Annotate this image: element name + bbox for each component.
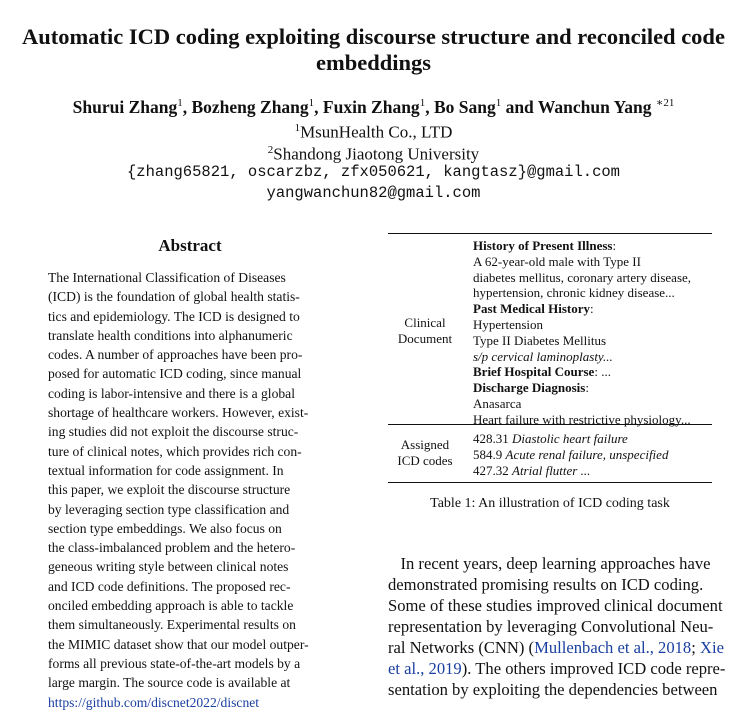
- intro-line: sentation by exploiting the dependencies between: [388, 680, 718, 699]
- abstract-line: geneous writing style between clinical notes: [48, 559, 289, 575]
- abstract-line: large margin. The source code is available at: [48, 675, 291, 691]
- icd-code-desc: Atrial flutter ...: [512, 462, 591, 478]
- pmh-line: Hypertension: [473, 316, 544, 332]
- dd-title: Discharge Diagnosis: [473, 380, 586, 396]
- affiliation-2-name: Shandong Jiaotong University: [273, 144, 480, 164]
- affiliation-1-sup: 1: [294, 122, 301, 134]
- table-mid-rule: [388, 424, 712, 425]
- icd-code-row: [473, 463, 718, 479]
- intro-paragraph: [388, 553, 726, 700]
- author-1-sup: 1: [177, 97, 183, 109]
- citation-mullenbach[interactable]: Mullenbach et al., 2018: [534, 638, 692, 657]
- colon: :: [585, 380, 589, 396]
- intro-line-text: ral Networks (CNN) (: [388, 638, 535, 657]
- author-4-sup: 1: [495, 97, 502, 109]
- abstract-line: this paper, we exploit the discourse structure: [48, 482, 291, 498]
- paper-title: [20, 24, 727, 76]
- abstract-line: textual information for code assignment. In: [48, 462, 284, 478]
- author-2-sup: 1: [308, 97, 315, 109]
- hpi-line: hypertension, chronic kidney disease...: [473, 285, 675, 301]
- colon: :: [612, 238, 617, 253]
- abstract-line: shortage of healthcare workers. However, exist-: [48, 405, 309, 421]
- intro-line-text: In recent years, deep learning approaches have: [400, 554, 711, 573]
- affiliation-1: [20, 118, 727, 143]
- abstract-body: [48, 268, 332, 712]
- dd-line: Heart failure with restrictive physiology...: [473, 411, 691, 427]
- intro-line: [388, 553, 718, 574]
- icd-code-desc: Diastolic heart failure: [512, 431, 628, 446]
- icd-code-desc: Acute renal failure, unspecified: [505, 446, 669, 462]
- intro-line: Some of these studies improved clinical document: [388, 596, 723, 615]
- table-row-label-line: Assigned: [400, 437, 450, 452]
- table-row-label-line: Clinical: [404, 315, 446, 330]
- icd-code-row: [473, 431, 718, 447]
- dd-heading: [473, 380, 718, 396]
- abstract-line: translate health conditions into alphanumeric: [48, 327, 293, 343]
- clinical-document-cell: [473, 238, 718, 428]
- table-caption: Table 1: An illustration of ICD coding task: [430, 496, 670, 511]
- citation-xie-cont[interactable]: et al., 2019: [388, 659, 462, 678]
- pmh-line: Type II Diabetes Mellitus: [473, 332, 607, 348]
- author-sep: ,: [425, 96, 434, 117]
- table-row-label-line: Document: [397, 331, 453, 346]
- bhc-rest: : ...: [594, 364, 611, 380]
- assigned-codes-cell: [473, 431, 718, 478]
- abstract-line: the class-imbalanced problem and the hetero-: [48, 540, 296, 556]
- icd-code-row: [473, 447, 718, 463]
- bhc-title: Brief Hospital Course: [473, 364, 595, 380]
- abstract-line: section type embeddings. We also focus on: [48, 520, 282, 536]
- hpi-title: History of Present Illness: [473, 238, 613, 253]
- abstract-line: (ICD) is the foundation of global health statis-: [48, 289, 300, 305]
- citation-xie[interactable]: Xie: [700, 638, 724, 657]
- intro-line-text: ;: [691, 638, 700, 657]
- pmh-heading: [473, 301, 718, 317]
- abstract-line: ing studies did not exploit the discourse struc-: [48, 424, 299, 440]
- abstract-line: onciled embedding approach is able to tackle: [48, 598, 294, 614]
- author-3-sup: 1: [419, 97, 426, 109]
- affiliation-2-sup: 2: [267, 144, 274, 156]
- intro-line: [388, 637, 724, 658]
- intro-line-text: ). The others improved ICD code repre-: [461, 659, 726, 678]
- affiliation-1-name: MsunHealth Co., LTD: [300, 122, 453, 142]
- abstract-line: ture of clinical notes, which provides rich con-: [48, 443, 302, 459]
- author-and: and: [501, 96, 538, 117]
- author-4: Bo Sang: [433, 96, 496, 117]
- email-line-2: yangwanchun82@gmail.com: [266, 184, 481, 202]
- dd-line: Anasarca: [473, 395, 522, 411]
- pmh-line: s/p cervical laminoplasty...: [473, 348, 613, 364]
- pmh-title: Past Medical History: [473, 301, 590, 317]
- author-3: Fuxin Zhang: [322, 96, 420, 117]
- abstract-line: forms all previous state-of-the-art models by a: [48, 655, 301, 671]
- icd-code: 427.32: [473, 462, 509, 478]
- author-5: Wanchun Yang: [537, 96, 652, 117]
- icd-code: 584.9: [473, 446, 503, 462]
- email-line-1: {zhang65821, oscarzbz, zfx050621, kangtasz}@gmail.com: [127, 163, 620, 181]
- table-row-label-clinical-document: [388, 315, 462, 347]
- table-bottom-rule: [388, 482, 712, 483]
- paper-title-line-1: Automatic ICD coding exploiting discourse structure and reconciled code: [22, 24, 725, 49]
- bhc-heading: [473, 364, 718, 380]
- intro-line: demonstrated promising results on ICD coding.: [388, 575, 704, 594]
- abstract-line: coding is labor-intensive and there is a global: [48, 385, 295, 401]
- hpi-line: A 62-year-old male with Type II: [473, 253, 641, 269]
- hpi-line: diabetes mellitus, coronary artery disease,: [473, 269, 692, 285]
- abstract-line: and ICD code definitions. The proposed rec-: [48, 578, 291, 594]
- author-1: Shurui Zhang: [72, 96, 178, 117]
- abstract-line: them simultaneously. Experimental results on: [48, 617, 296, 633]
- table-top-rule: [388, 233, 712, 234]
- abstract-line: by leveraging section type classification and: [48, 501, 290, 517]
- author-2: Bozheng Zhang: [191, 96, 309, 117]
- colon: :: [589, 301, 594, 317]
- table-row-label-assigned-codes: [388, 437, 462, 469]
- abstract-line: codes. A number of approaches have been pro-: [48, 347, 303, 363]
- abstract-line: the MIMIC dataset show that our model outper-: [48, 636, 309, 652]
- author-5-sup: ∗21: [655, 97, 675, 109]
- source-code-link[interactable]: https://github.com/discnet2022/discnet: [48, 694, 260, 710]
- intro-line: representation by leveraging Convolutional Neu-: [388, 617, 714, 636]
- author-sep: ,: [182, 96, 192, 117]
- abstract-line: The International Classification of Diseases: [48, 270, 286, 285]
- hpi-heading: [473, 238, 718, 254]
- author-list: [20, 92, 727, 118]
- table-row-label-line: ICD codes: [397, 453, 453, 468]
- icd-code: 428.31: [473, 431, 509, 446]
- abstract-heading: Abstract: [158, 236, 222, 255]
- author-sep: ,: [314, 96, 323, 117]
- abstract-line: posed for automatic ICD coding, since manual: [48, 366, 302, 382]
- intro-line: [388, 658, 726, 679]
- paper-title-line-2: embeddings: [315, 50, 432, 75]
- affiliation-2: [20, 140, 727, 165]
- abstract-line: tics and epidemiology. The ICD is designed to: [48, 308, 300, 324]
